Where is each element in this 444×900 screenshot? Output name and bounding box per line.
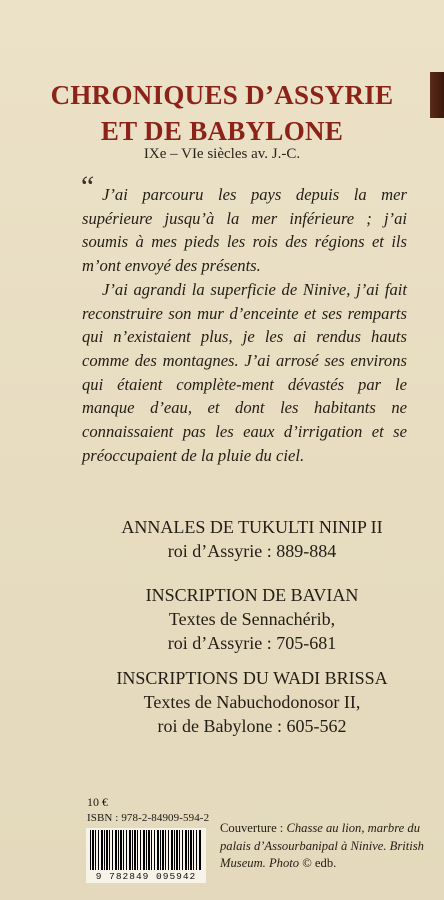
quote-mark-icon: “ <box>78 170 95 203</box>
title-line-1: CHRONIQUES D’ASSYRIE <box>50 80 394 110</box>
subtitle-centuries: IXe – VIe siècles av. J.-C. <box>143 146 301 162</box>
contents-heading: INSCRIPTIONS DU WADI BRISSA <box>116 668 388 688</box>
contents-entry-wadi-brissa <box>30 666 444 738</box>
contents-heading: INSCRIPTION DE BAVIAN <box>145 585 359 605</box>
quote-paragraph-1: J’ai parcouru les pays depuis la mer supérieure jusqu’à la mer inférieure ; j’ai soumis à mes pieds les rois des régions et ils m’ont envoyé des présents. <box>82 185 407 276</box>
credit-artwork: Chasse au lion, marbre du palais d’Assourbanipal à Ninive. British Museum. Photo <box>220 821 424 870</box>
barcode-digits: 9 782849 095942 <box>95 871 197 882</box>
quote-paragraph-2: J’ai agrandi la superficie de Ninive, j’ai fait reconstruire son mur d’enceinte et ses remparts qui n’existaient plus, je les ai rendus hauts comme des montagnes. J’ai arrosé ses environs qui étaient complète-ment dévastés par le manque d’eau, et dont les habitants ne connaissaient pas les eaux d’irrigation et se préoccupaient de la pluie du ciel. <box>82 279 407 465</box>
contents-subline: roi d’Assyrie : 705-681 <box>167 633 337 653</box>
price-label: 10 € <box>87 795 108 809</box>
contents-heading: ANNALES DE TUKULTI NINIP II <box>121 517 383 537</box>
credit-label: Couverture : <box>220 821 284 835</box>
title-line-2: ET DE BABYLONE <box>100 116 344 146</box>
contents-subline: roi d’Assyrie : 889-884 <box>167 541 337 561</box>
quote-block <box>78 170 407 467</box>
isbn-label: ISBN : 978-2-84909-594-2 <box>87 812 210 824</box>
barcode <box>86 828 206 883</box>
barcode-bars <box>90 830 202 870</box>
contents-entry-annales <box>30 515 444 563</box>
contents-subline: roi de Babylone : 605-562 <box>157 716 347 736</box>
contents-subline: Textes de Nabuchodonosor II, <box>143 692 361 712</box>
contents-subline: Textes de Sennachérib, <box>168 609 336 629</box>
credit-copyright: © edb. <box>302 856 337 870</box>
contents-entry-bavian <box>30 583 444 655</box>
cover-credit <box>220 820 430 873</box>
